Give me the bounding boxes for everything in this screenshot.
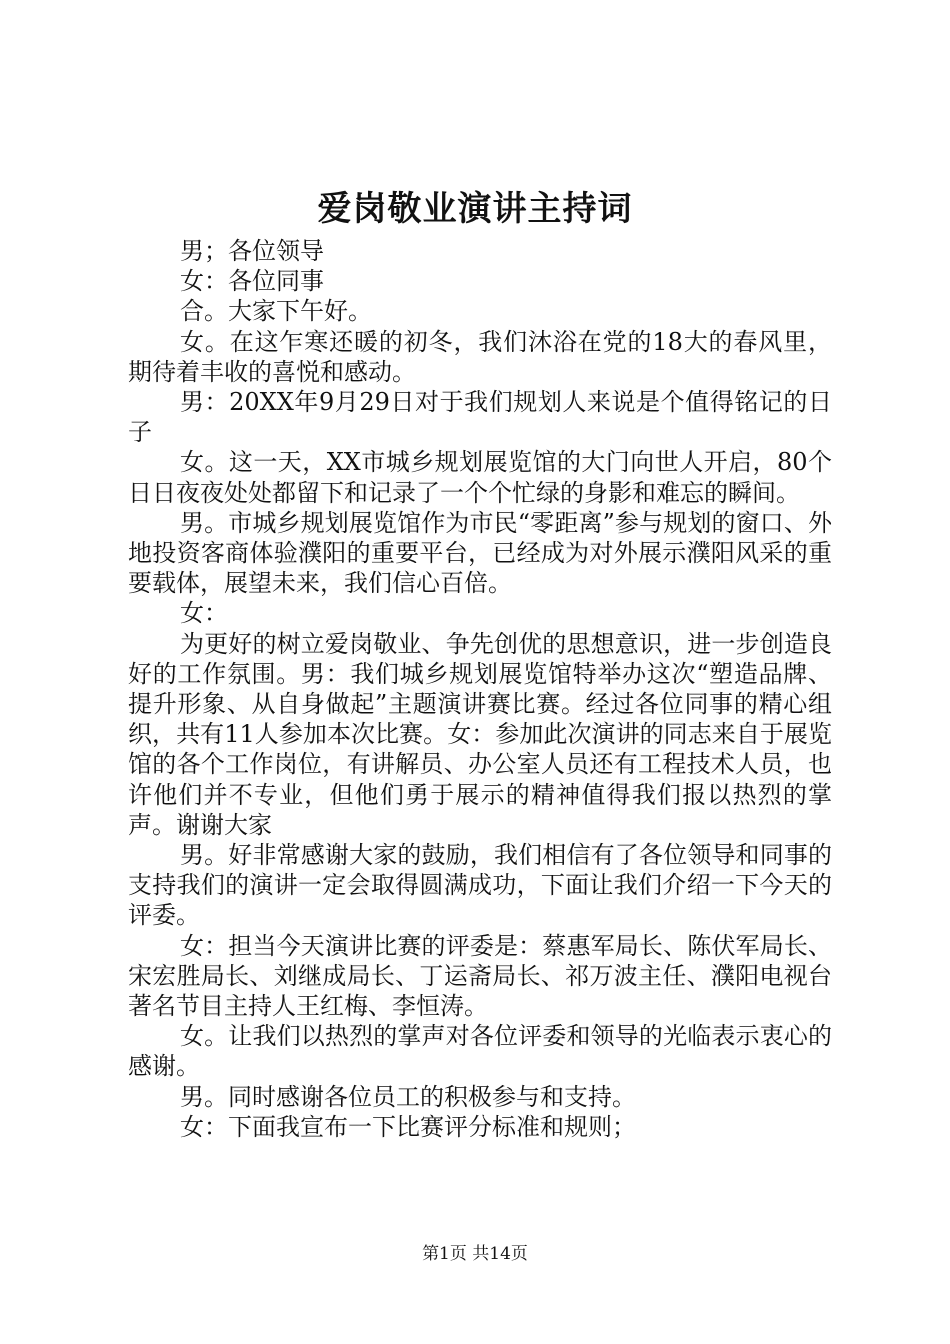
paragraph: 女。在这乍寒还暖的初冬，我们沐浴在党的18大的春风里，期待着丰收的喜悦和感动。 <box>128 327 832 386</box>
paragraph: 男。市城乡规划展览馆作为市民“零距离”参与规划的窗口、外地投资客商体验濮阳的重要平台，已经成为对外展示濮阳风采的重要载体，展望未来，我们信心百倍。 <box>128 508 832 598</box>
paragraph: 女。这一天，XX市城乡规划展览馆的大门向世人开启，80个日日夜夜处处都留下和记录了一个个忙绿的身影和难忘的瞬间。 <box>128 448 832 507</box>
page-footer: 第1页 共14页 <box>422 1244 528 1264</box>
document-body <box>128 236 832 1142</box>
paragraph: 女： <box>180 599 228 628</box>
document-title: 爱岗敬业演讲主持词 <box>317 189 633 229</box>
paragraph: 合。大家下午好。 <box>180 297 372 326</box>
paragraph: 为更好的树立爱岗敬业、争先创优的思想意识，进一步创造良好的工作氛围。男：我们城乡规划展览馆特举办这次“塑造品牌、提升形象、从自身做起”主题演讲赛比赛。经过各位同事的精心组织，共有11人参加本次比赛。女：参加此次演讲的同志来自于展览馆的各个工作岗位，有讲解员、办公室人员还有工程技术人员，也许他们并不专业，但他们勇于展示的精神值得我们报以热烈的掌声。谢谢大家 <box>128 629 832 839</box>
paragraph: 男。同时感谢各位员工的积极参与和支持。 <box>180 1082 636 1111</box>
paragraph: 女：担当今天演讲比赛的评委是：蔡惠军局长、陈伏军局长、宋宏胜局长、刘继成局长、丁运斋局长、祁万波主任、濮阳电视台著名节目主持人王红梅、李恒涛。 <box>128 931 832 1021</box>
paragraph: 女：各位同事 <box>180 267 324 296</box>
paragraph: 男。好非常感谢大家的鼓励，我们相信有了各位领导和同事的支持我们的演讲一定会取得圆满成功，下面让我们介绍一下今天的评委。 <box>128 841 832 930</box>
paragraph: 女：下面我宣布一下比赛评分标准和规则； <box>180 1112 636 1141</box>
paragraph: 男；各位领导 <box>180 237 324 265</box>
paragraph: 男：20XX年9月29日对于我们规划人来说是个值得铭记的日子 <box>128 388 832 447</box>
paragraph: 女。让我们以热烈的掌声对各位评委和领导的光临表示衷心的感谢。 <box>128 1022 832 1081</box>
